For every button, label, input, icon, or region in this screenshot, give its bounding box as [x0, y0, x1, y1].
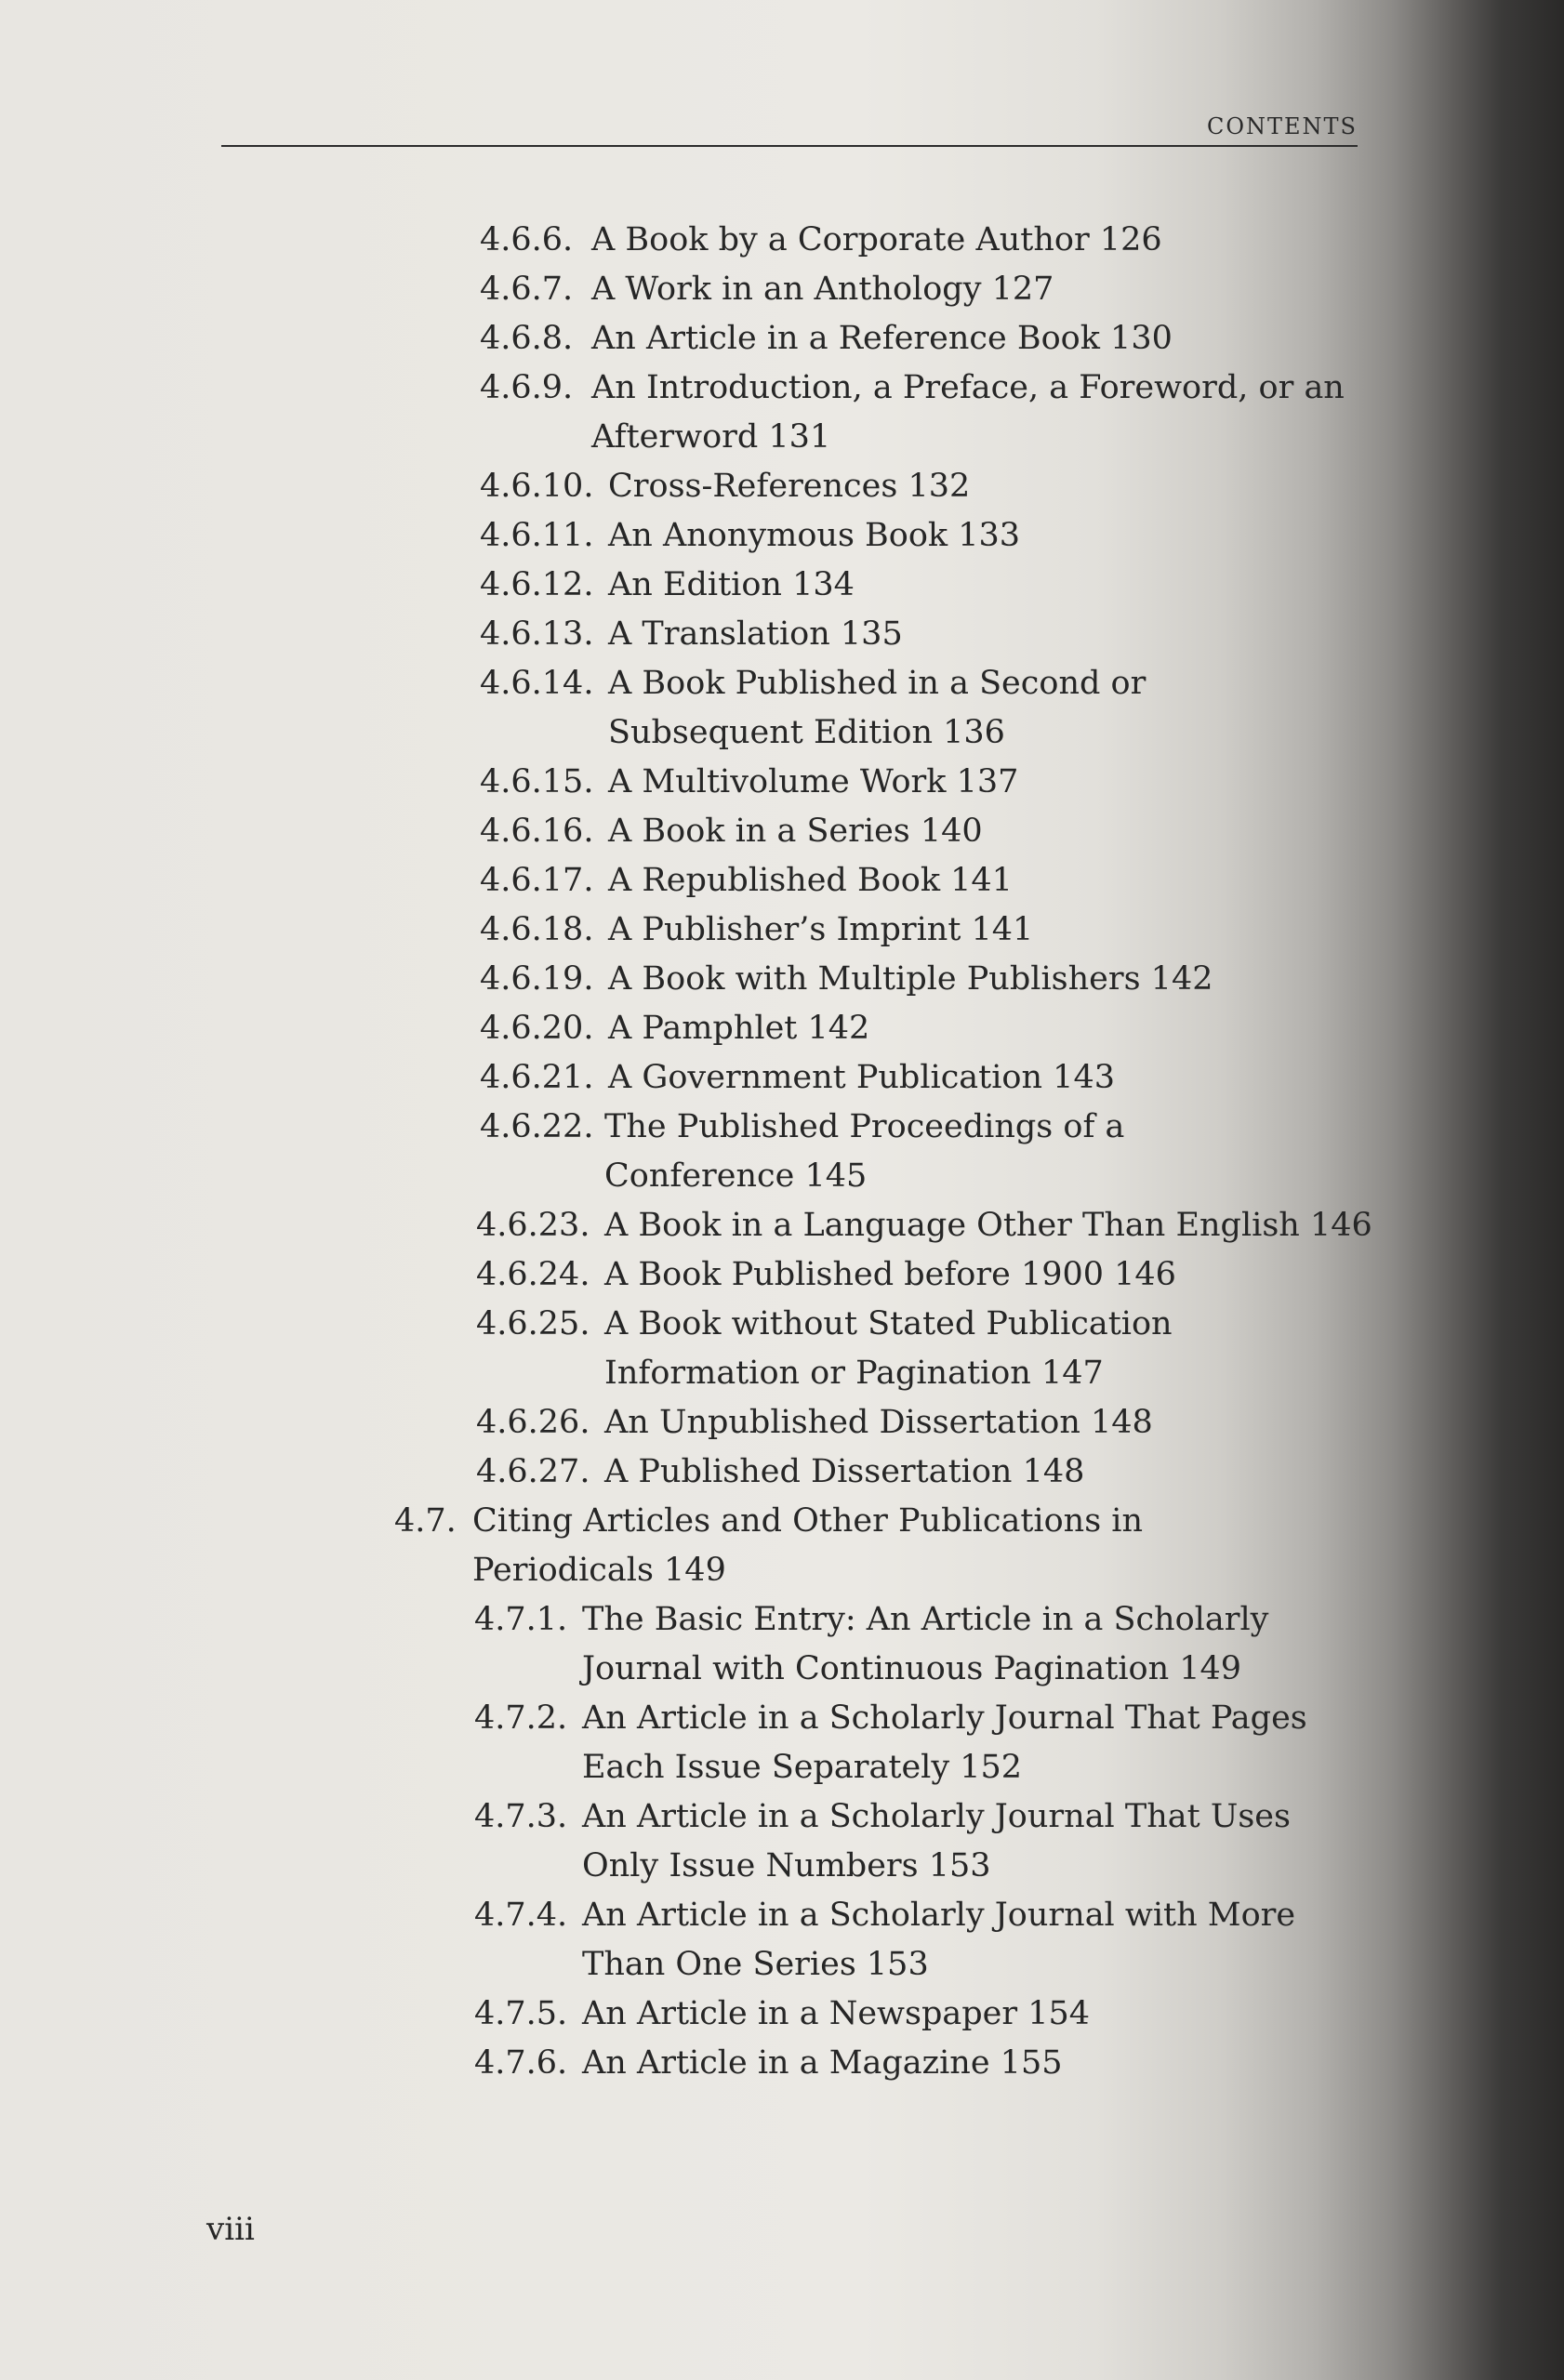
- page-number: viii: [206, 2211, 255, 2248]
- entry-number: 4.6.25.: [476, 1305, 590, 1342]
- entry-title: The Basic Entry: An Article in a Scholarly: [582, 1601, 1269, 1638]
- entry-title: A Book with Multiple Publishers 142: [608, 960, 1213, 998]
- entry-title-continued: Only Issue Numbers 153: [582, 1847, 991, 1884]
- entry-number: 4.6.22.: [480, 1108, 594, 1145]
- entry-title: An Introduction, a Preface, a Foreword, or an: [591, 369, 1345, 406]
- entry-number: 4.6.7.: [480, 271, 574, 308]
- entry-number: 4.6.13.: [480, 615, 594, 653]
- entry-number: 4.6.9.: [480, 369, 574, 406]
- entry-number: 4.6.10.: [480, 468, 594, 505]
- running-head: CONTENTS: [1206, 113, 1358, 139]
- entry-title: A Book in a Series 140: [608, 813, 983, 850]
- entry-title: The Published Proceedings of a: [604, 1108, 1125, 1145]
- entry-number: 4.6.15.: [480, 763, 594, 800]
- entry-number: 4.7.4.: [474, 1897, 568, 1934]
- entry-title-continued: Afterword 131: [591, 418, 831, 456]
- entry-number: 4.7.5.: [474, 1995, 568, 2032]
- entry-number: 4.6.21.: [480, 1059, 594, 1096]
- entry-title: An Anonymous Book 133: [608, 517, 1021, 554]
- entry-title: A Book without Stated Publication: [604, 1305, 1173, 1342]
- entry-title: A Pamphlet 142: [608, 1010, 870, 1047]
- entry-number: 4.6.20.: [480, 1010, 594, 1047]
- entry-number: 4.7.1.: [474, 1601, 568, 1638]
- entry-title-continued: Each Issue Separately 152: [582, 1749, 1023, 1786]
- entry-title: An Unpublished Dissertation 148: [604, 1404, 1153, 1441]
- entry-title: A Republished Book 141: [608, 862, 1013, 899]
- entry-title: An Article in a Reference Book 130: [591, 320, 1173, 357]
- entry-title-continued: Periodicals 149: [472, 1552, 726, 1589]
- entry-title: An Edition 134: [608, 566, 855, 603]
- entry-number: 4.6.23.: [476, 1207, 590, 1244]
- entry-number: 4.6.24.: [476, 1256, 590, 1293]
- entry-number: 4.7.3.: [474, 1798, 568, 1835]
- entry-number: 4.6.17.: [480, 862, 594, 899]
- entry-title: An Article in a Scholarly Journal That Pages: [582, 1699, 1307, 1737]
- entry-title: A Book in a Language Other Than English 146: [604, 1207, 1372, 1244]
- entry-title-continued: Journal with Continuous Pagination 149: [582, 1650, 1242, 1687]
- entry-number: 4.7.: [394, 1502, 457, 1540]
- entry-title-continued: Information or Pagination 147: [604, 1355, 1104, 1392]
- entry-number: 4.6.14.: [480, 665, 594, 702]
- entry-title: A Multivolume Work 137: [608, 763, 1019, 800]
- entry-number: 4.6.11.: [480, 517, 594, 554]
- entry-title: A Publisher’s Imprint 141: [608, 911, 1034, 948]
- entry-number: 4.6.18.: [480, 911, 594, 948]
- entry-title: Cross-References 132: [608, 468, 971, 505]
- entry-title: A Government Publication 143: [608, 1059, 1115, 1096]
- entry-number: 4.7.6.: [474, 2044, 568, 2082]
- entry-title: A Translation 135: [608, 615, 903, 653]
- entry-title: An Article in a Magazine 155: [582, 2044, 1063, 2082]
- entry-title: A Work in an Anthology 127: [591, 271, 1054, 308]
- entry-number: 4.6.27.: [476, 1453, 590, 1490]
- entry-title: A Book by a Corporate Author 126: [591, 221, 1162, 258]
- entry-number: 4.6.12.: [480, 566, 594, 603]
- entry-title: A Book Published in a Second or: [608, 665, 1146, 702]
- entry-title-continued: Than One Series 153: [582, 1946, 929, 1983]
- entry-number: 4.6.19.: [480, 960, 594, 998]
- entry-title: Citing Articles and Other Publications in: [472, 1502, 1144, 1540]
- entry-title-continued: Subsequent Edition 136: [608, 714, 1005, 751]
- entry-number: 4.7.2.: [474, 1699, 568, 1737]
- entry-title: A Published Dissertation 148: [604, 1453, 1085, 1490]
- entry-title-continued: Conference 145: [604, 1157, 868, 1195]
- entry-title: A Book Published before 1900 146: [604, 1256, 1176, 1293]
- entry-number: 4.6.16.: [480, 813, 594, 850]
- entry-title: An Article in a Scholarly Journal with More: [582, 1897, 1296, 1934]
- entry-number: 4.6.26.: [476, 1404, 590, 1441]
- entry-title: An Article in a Scholarly Journal That Uses: [582, 1798, 1291, 1835]
- entry-title: An Article in a Newspaper 154: [582, 1995, 1091, 2032]
- entry-number: 4.6.8.: [480, 320, 574, 357]
- entry-number: 4.6.6.: [480, 221, 574, 258]
